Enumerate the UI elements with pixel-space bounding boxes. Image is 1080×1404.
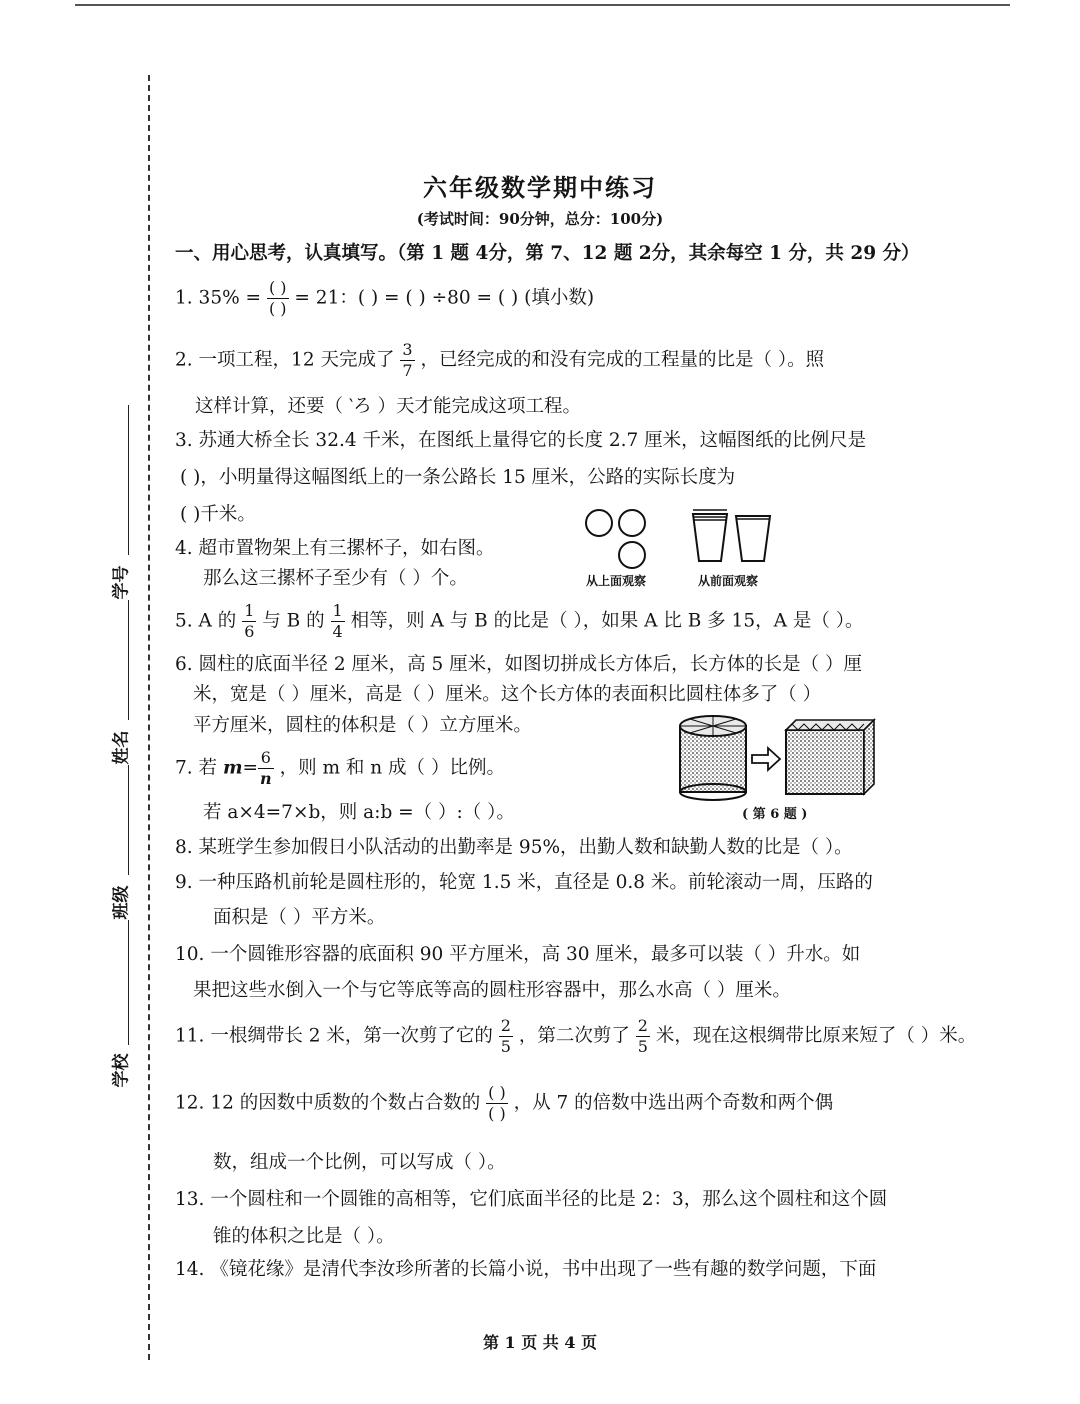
q11-fraction-1	[499, 1018, 513, 1055]
cylinder-shape	[680, 716, 746, 800]
binding-label-school: 学校	[111, 1053, 132, 1088]
caption-front-view: 从前面观察	[698, 574, 759, 588]
cup-top-view-3	[619, 542, 645, 568]
top-border-line	[75, 4, 1010, 6]
arrow-shape	[752, 748, 780, 770]
question-number: 5.	[175, 610, 193, 632]
question-number: 4.	[175, 538, 193, 559]
question-number: 6.	[175, 654, 193, 675]
q11-text-b: ，第二次剪了	[518, 1025, 630, 1047]
q12-fraction	[486, 1085, 508, 1122]
q7-text-b: ，则 m 和 n 成（ ）比例。	[279, 757, 505, 779]
q2-text-b: ，已经完成的和没有完成的工程量的比是（ ）。照	[420, 349, 825, 371]
q5-fraction-2-numerator: 1	[332, 601, 343, 620]
q5-fraction-2	[331, 603, 345, 640]
question-14	[175, 1257, 876, 1283]
question-3	[175, 428, 866, 454]
q1-text-a: 35% =	[198, 287, 262, 309]
q11-fraction-2-denominator: 5	[637, 1037, 648, 1056]
question-number: 3.	[175, 430, 193, 451]
question-number: 11.	[175, 1025, 205, 1047]
class-underline	[128, 765, 129, 875]
cup-top-view-1	[586, 510, 612, 536]
question-number: 14.	[175, 1259, 205, 1280]
q3-line-1: 苏通大桥全长 32.4 千米，在图纸上量得它的长度 2.7 厘米，这幅图纸的比例尺是	[198, 430, 867, 451]
question-number: 2.	[175, 349, 193, 371]
q11-fraction-1-denominator: 5	[500, 1037, 511, 1056]
q12-text-a: 12 的因数中质数的个数占合数的	[210, 1092, 481, 1114]
school-underline	[128, 920, 129, 1045]
q7-variable-m: m	[222, 757, 243, 779]
q2-fraction-numerator: 3	[402, 340, 413, 359]
q5-text-a: A 的	[198, 610, 237, 632]
q1-fraction	[267, 280, 289, 317]
binding-label-name: 姓名	[111, 730, 132, 765]
q7-fraction	[258, 750, 274, 787]
q12-text-b: ，从 7 的倍数中选出两个奇数和两个偶	[513, 1092, 834, 1114]
question-number: 8.	[175, 837, 193, 858]
q4-line-2: 那么这三摞杯子至少有（ ）个。	[203, 568, 468, 589]
question-number: 1.	[175, 287, 193, 309]
question-5	[175, 603, 863, 640]
q9-line-2: 面积是（ ）平方米。	[213, 907, 386, 928]
question-7	[175, 750, 505, 787]
caption-top-view: 从上面观察	[586, 574, 647, 588]
q10-line-1: 一个圆锥形容器的底面积 90 平方厘米，高 30 厘米，最多可以装（ ）升水。如	[210, 944, 861, 965]
question-number: 13.	[175, 1189, 205, 1210]
q8-line-1: 某班学生参加假日小队活动的出勤率是 95%，出勤人数和缺勤人数的比是（ ）。	[198, 837, 853, 858]
question-9	[175, 870, 873, 896]
name-underline	[128, 600, 129, 720]
q7-equals: =	[242, 757, 259, 779]
cuboid-shape	[786, 720, 874, 794]
q6-line-2: 米，宽是（ ）厘米，高是（ ）厘米。这个长方体的表面积比圆柱体多了（ ）	[193, 684, 822, 705]
cup-stack-front-2	[736, 516, 770, 561]
q13-line-1: 一个圆柱和一个圆锥的高相等，它们底面半径的比是 2：3，那么这个圆柱和这个圆	[210, 1189, 888, 1210]
question-1	[175, 280, 594, 317]
question-6	[175, 652, 862, 678]
q10-line-2: 果把这些水倒入一个与它等底等高的圆柱形容器中，那么水高（ ）厘米。	[193, 980, 791, 1001]
q11-fraction-1-numerator: 2	[500, 1016, 511, 1035]
q11-fraction-2	[636, 1018, 650, 1055]
q6-line-1: 圆柱的底面半径 2 厘米，高 5 厘米，如图切拼成长方体后，长方体的长是（ ）厘	[198, 654, 862, 675]
question-11	[175, 1018, 976, 1055]
exam-title: 六年级数学期中练习	[423, 173, 657, 202]
q7-fraction-numerator: 6	[258, 750, 274, 769]
question-4	[175, 536, 495, 562]
student-number-underline	[128, 405, 129, 555]
binding-label-class: 班级	[111, 885, 132, 920]
q12-fraction-denominator: ( )	[488, 1104, 506, 1123]
q5-fraction-1	[242, 603, 256, 640]
q9-line-1: 一种压路机前轮是圆柱形的，轮宽 1.5 米，直径是 0.8 米。前轮滚动一周，压路的	[198, 872, 873, 893]
binding-label-student-number: 学号	[111, 565, 132, 600]
section-1-heading: 一、用心思考，认真填写。（第 1 题 4分，第 7、12 题 2分，其余每空 1 分，共 29 分）	[175, 243, 920, 264]
q5-fraction-2-denominator: 4	[332, 622, 343, 641]
q12-fraction-numerator: ( )	[488, 1083, 506, 1102]
question-10	[175, 942, 860, 968]
q5-fraction-1-denominator: 6	[244, 622, 255, 641]
cups-figure	[575, 505, 775, 570]
q2-fraction-denominator: 7	[402, 361, 413, 380]
binding-dashed-line	[148, 75, 150, 1360]
q11-text-c: 米，现在这根绸带比原来短了（ ）米。	[655, 1025, 977, 1047]
q14-line-1: 《镜花缘》是清代李汝珍所著的长篇小说，书中出现了一些有趣的数学问题，下面	[210, 1259, 877, 1280]
q2-line-2: 这样计算，还要（ ‵ろ ）天才能完成这项工程。	[195, 396, 581, 417]
q2-text-a: 一项工程，12 天完成了	[198, 349, 395, 371]
q1-fraction-numerator: ( )	[268, 278, 287, 297]
q5-text-c: 相等，则 A 与 B 的比是（ ），如果 A 比 B 多 15，A 是（ ）。	[350, 610, 864, 632]
q12-line-2: 数，组成一个比例，可以写成（ ）。	[213, 1152, 506, 1173]
question-12	[175, 1085, 833, 1122]
figure-6-caption: ( 第 6 题 )	[742, 807, 808, 822]
question-13	[175, 1187, 887, 1213]
question-8	[175, 835, 853, 861]
cup-stack-front-1	[693, 510, 727, 561]
q11-fraction-2-numerator: 2	[637, 1016, 648, 1035]
q1-text-b: = 21：( ) = ( ) ÷80 = ( ) (填小数)	[294, 287, 595, 309]
q3-line-2: ( )，小明量得这幅图纸上的一条公路长 15 厘米，公路的实际长度为	[180, 467, 736, 488]
q13-line-2: 锥的体积之比是（ ）。	[213, 1226, 395, 1247]
q3-line-3: ( )千米。	[180, 504, 256, 525]
cylinder-to-cuboid-figure	[672, 712, 882, 802]
question-2	[175, 342, 824, 379]
question-number: 12.	[175, 1092, 205, 1114]
q6-line-3: 平方厘米，圆柱的体积是（ ）立方厘米。	[193, 715, 532, 736]
q11-text-a: 一根绸带长 2 米，第一次剪了它的	[210, 1025, 493, 1047]
question-number: 9.	[175, 872, 193, 893]
q1-fraction-denominator: ( )	[268, 299, 287, 318]
q5-text-b: 与 B 的	[262, 610, 325, 632]
question-number: 10.	[175, 944, 205, 965]
q2-fraction	[400, 342, 414, 379]
cup-top-view-2	[619, 510, 645, 536]
q7-text-a: 若	[198, 757, 218, 779]
page-footer: 第 1 页 共 4 页	[482, 1333, 598, 1352]
q4-line-1: 超市置物架上有三摞杯子，如右图。	[198, 538, 495, 559]
q7-fraction-denominator: n	[260, 769, 272, 788]
question-number: 7.	[175, 757, 193, 779]
q5-fraction-1-numerator: 1	[244, 601, 255, 620]
q7-line-2: 若 a×4=7×b，则 a:b =（ ）:（ ）。	[203, 802, 515, 823]
exam-subtitle: (考试时间：90分钟，总分：100分)	[416, 210, 664, 228]
